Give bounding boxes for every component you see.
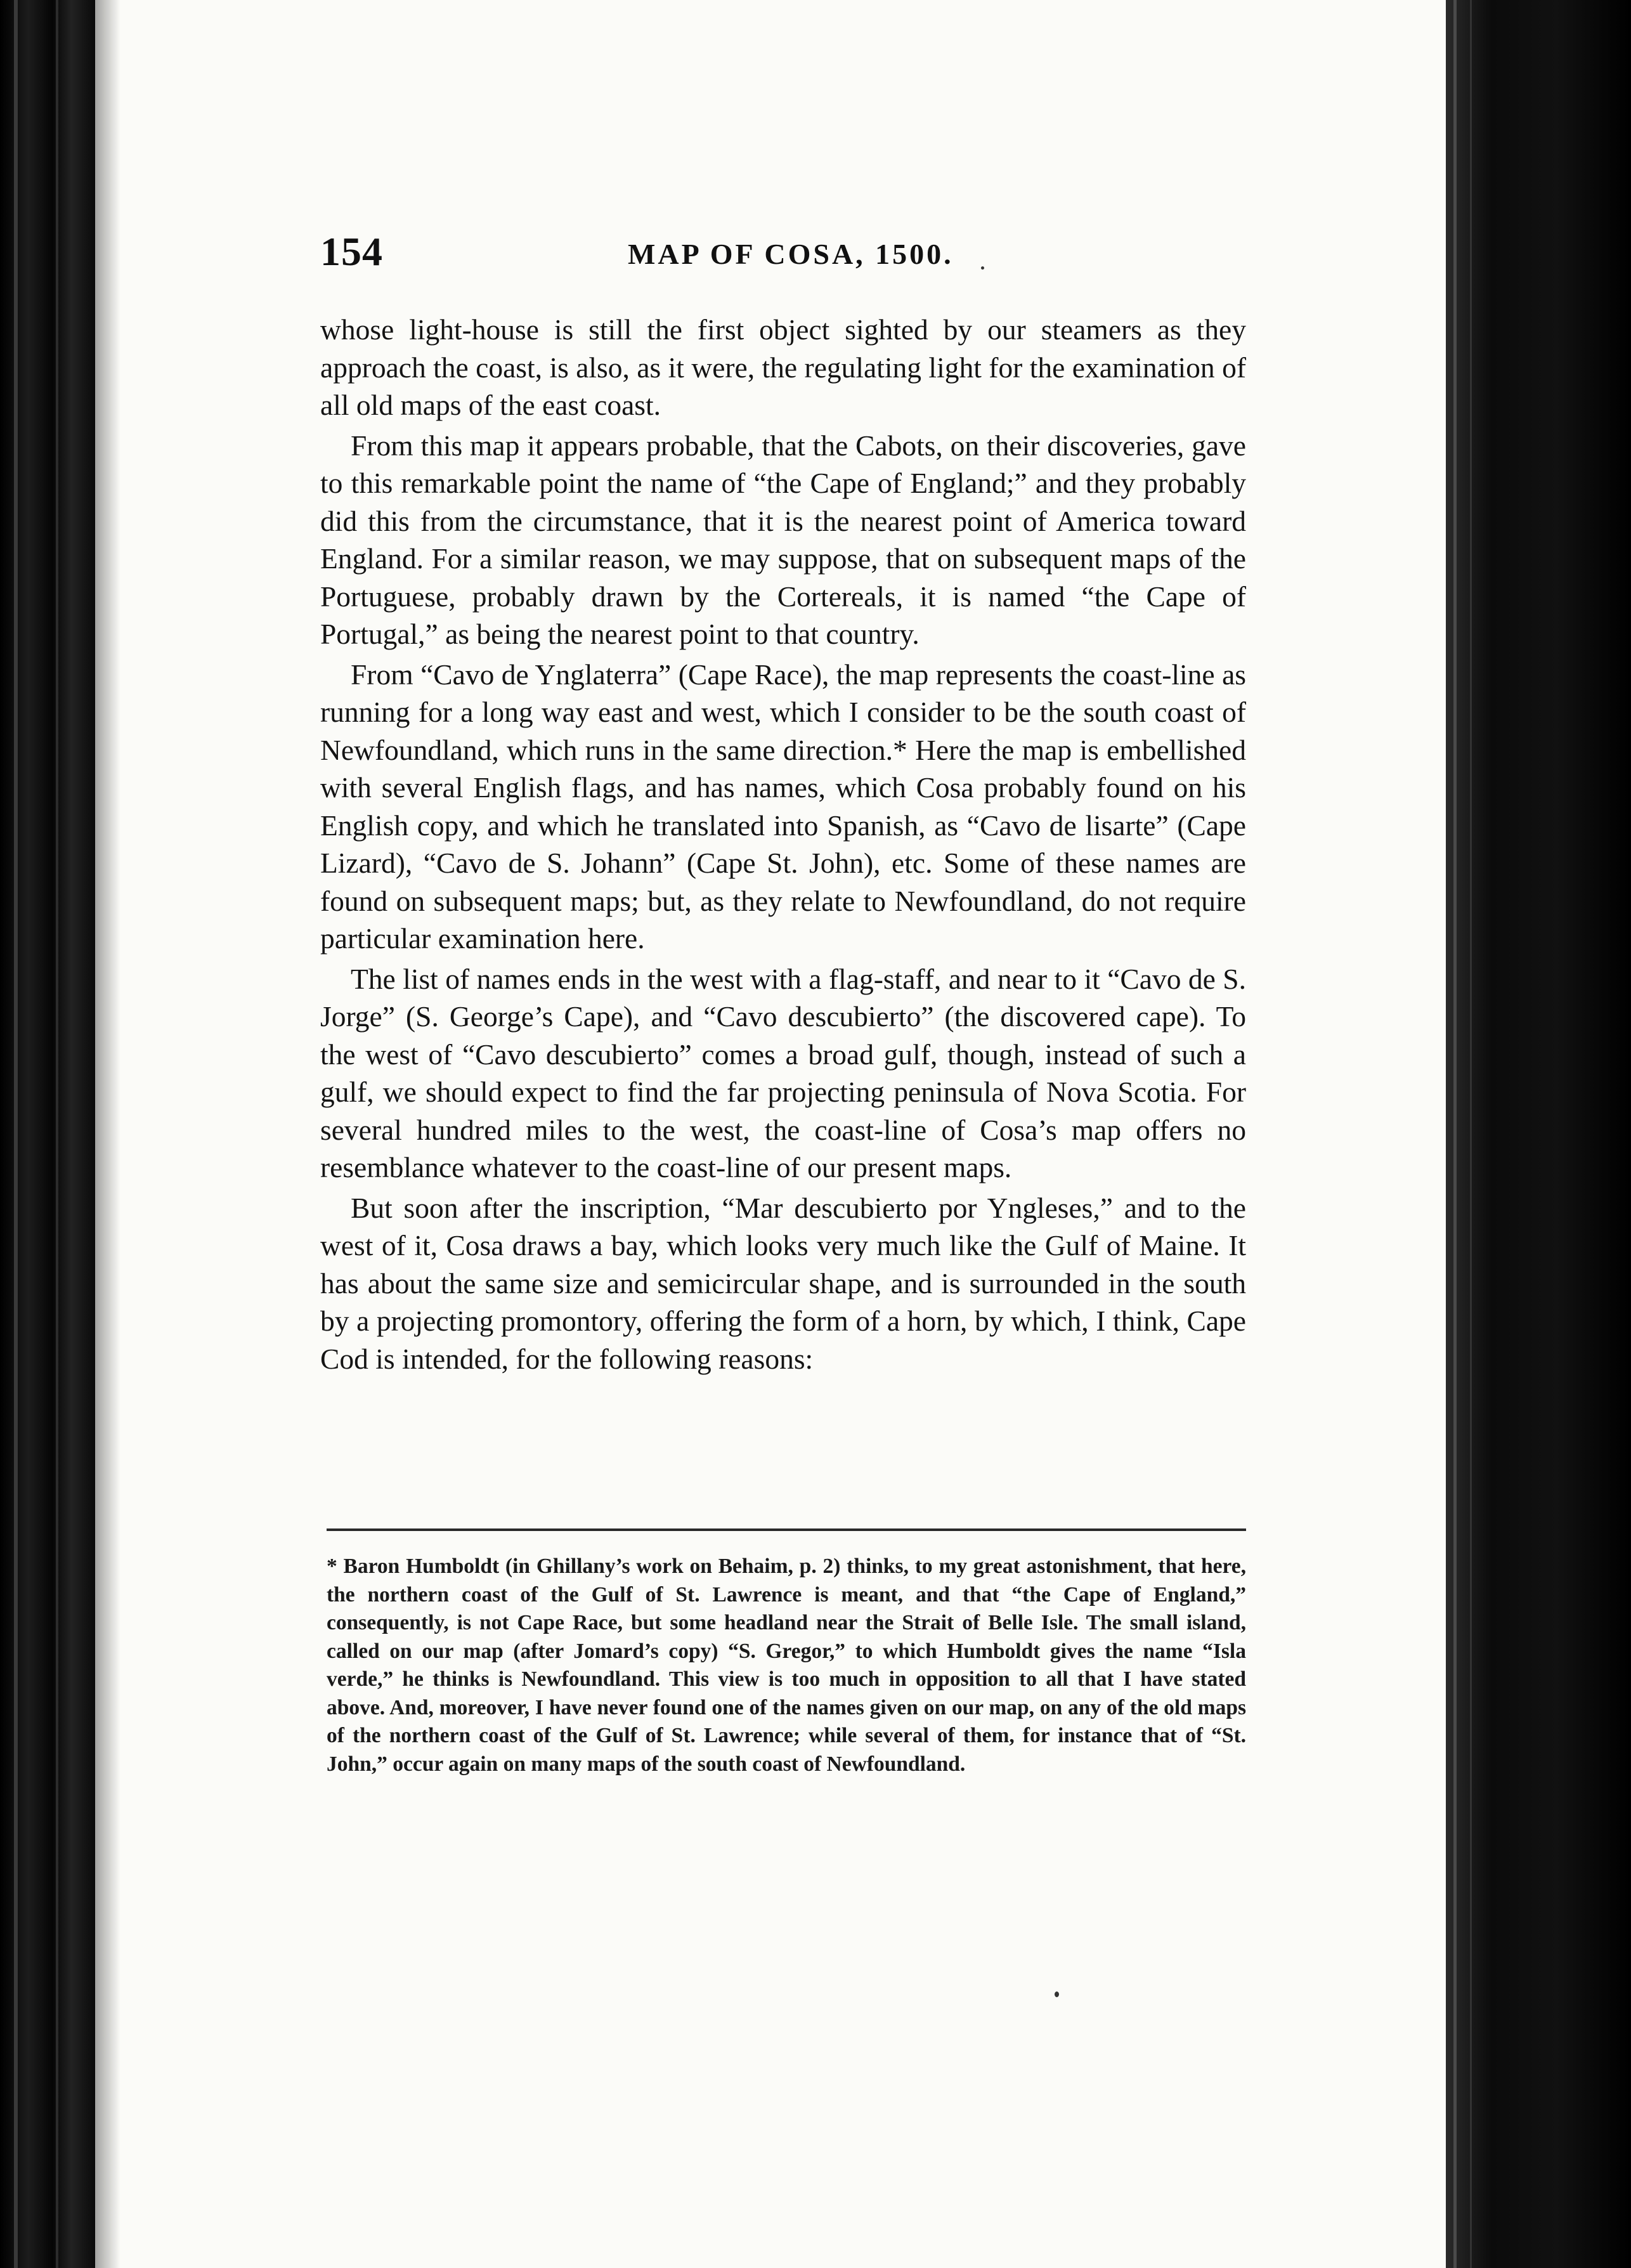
page-edge-line — [1470, 0, 1472, 2268]
ink-speck — [1055, 1991, 1059, 1997]
footnote-text: * Baron Humboldt (in Ghillany’s work on Behaim, p. 2) thinks, to my great astonishment, that here, the northern coast of the Gulf of St. Lawrence is meant, and that “the Cape of England,” consequently, is not Cape Race, but some headland near the Strait of Belle Isle. The small island, called on our map (after Jomard’s copy) “S. Gregor,” to which Humboldt gives the name “Isla verde,” he thinks is Newfoundland. This view is too much in opposition to all that I have stated above. And, moreover, I have never found one of the names given on our map, on any of the old maps of the northern coast of the Gulf of St. Lawrence; while several of them, for instance that of “St. John,” occur again on many maps of the south coast of Newfoundland. — [327, 1554, 1246, 1776]
binding-line — [56, 0, 58, 2268]
paragraph: whose light-house is still the first object sighted by our steamers as they approach the coast, is also, as it were, the regulating light for the examination of all old maps of the east coast. — [320, 313, 1246, 421]
footnote-divider — [327, 1528, 1246, 1531]
paragraph: From “Cavo de Ynglaterra” (Cape Race), the map represents the coast-line as running for a long way east and west, which I consider to be the south coast of Newfoundland, which runs in the same direction.* Here the map is embellished with several English flags, and has names, which Cosa probably found on his English copy, and which he translated into Spanish, as “Cavo de lisarte” (Cape Lizard), “Cavo de S. Johann” (Cape St. John), etc. Some of these names are found on subsequent maps; but, as they relate to Newfoundland, do not require particular examination here. — [320, 658, 1246, 955]
ink-speck — [981, 266, 984, 270]
binding-line — [14, 0, 18, 2268]
paragraph: The list of names ends in the west with a flag-staff, and near to it “Cavo de S. Jorge” (S. George’s Cape), and “Cavo descubierto” (the discovered cape). To the west of “Cavo descubierto” comes a broad gulf, though, instead of such a gulf, we should expect to find the far projecting peninsula of Nova Scotia. For several hundred miles to the west, the coast-line of Cosa’s map offers no resemblance whatever to the coast-line of our present maps. — [320, 962, 1246, 1183]
page-number: 154 — [320, 229, 383, 274]
paragraph: But soon after the inscription, “Mar descubierto por Yngleses,” and to the west of it, Cosa draws a bay, which looks very much like the Gulf of Maine. It has about the same size and semicircular shape, and is surrounded in the south by a projecting promontory, offering the form of a horn, by which, I think, Cape Cod is intended, for the following reasons: — [320, 1191, 1246, 1375]
page-title: MAP OF COSA, 1500. — [628, 238, 954, 270]
book-right-edge — [1446, 0, 1631, 2268]
page-edge-line — [1453, 0, 1457, 2268]
paragraph: From this map it appears probable, that the Cabots, on their discoveries, gave to this remarkable point the name of “the Cape of England;” and they probably did this from the circumstance, that it is the nearest point of America toward England. For a similar reason, we may suppose, that on subsequent maps of the Portuguese, probably drawn by the Cortereals, it is named “the Cape of Portugal,” as being the nearest point to that country. — [320, 429, 1246, 650]
running-head — [320, 228, 1259, 285]
page-gutter-shadow — [95, 0, 120, 2268]
body-text — [320, 311, 1246, 1378]
footnote — [327, 1553, 1246, 1778]
